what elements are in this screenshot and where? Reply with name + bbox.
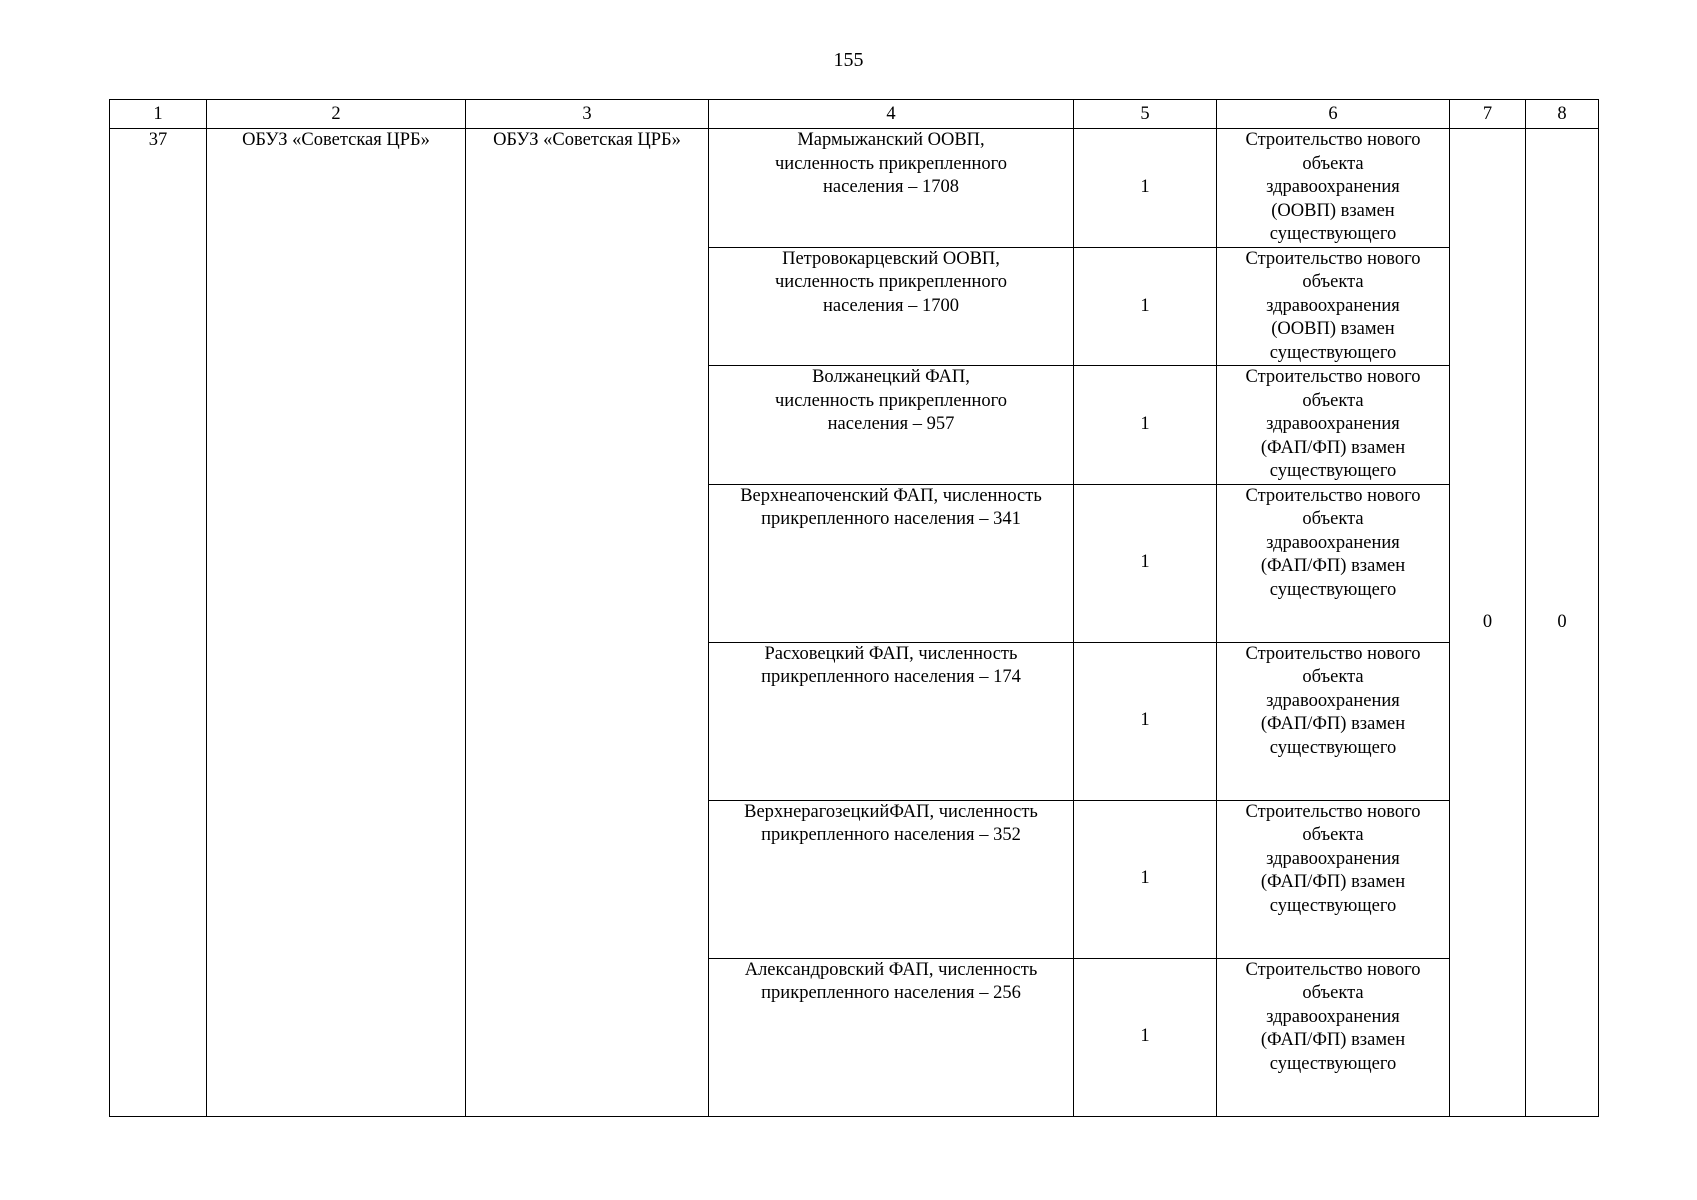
action-line: существующего bbox=[1269, 224, 1397, 244]
col7-cell bbox=[1450, 129, 1526, 1117]
column-header: 4 bbox=[709, 100, 1074, 129]
action-line: здравоохранения bbox=[1266, 690, 1400, 711]
action-line: объекта bbox=[1302, 390, 1364, 411]
action-line: объекта bbox=[1302, 667, 1364, 687]
action-line: Строительство нового bbox=[1245, 130, 1421, 150]
page-number: 155 bbox=[833, 49, 864, 71]
action-line: объекта bbox=[1302, 983, 1364, 1003]
quantity-value: 1 bbox=[1140, 414, 1150, 434]
facility-name-line: прикрепленного населения – 256 bbox=[761, 983, 1021, 1003]
action-line: здравоохранения bbox=[1266, 414, 1400, 434]
action-line: объекта bbox=[1302, 509, 1364, 529]
col8-cell bbox=[1526, 129, 1599, 1117]
facility-name-line: Александровский ФАП, численность bbox=[744, 959, 1038, 980]
facilities-table bbox=[109, 99, 1599, 1117]
facility-name-line: прикрепленного населения – 341 bbox=[761, 509, 1021, 529]
action-line: объекта bbox=[1302, 272, 1364, 292]
facility-name-cell bbox=[709, 958, 1074, 1116]
quantity-value: 1 bbox=[1140, 1026, 1150, 1047]
facility-name-cell bbox=[709, 366, 1074, 485]
column-header: 5 bbox=[1074, 100, 1217, 129]
action-line: Строительство нового bbox=[1245, 367, 1421, 387]
action-line: (ФАП/ФП) взамен bbox=[1260, 556, 1406, 576]
quantity-cell bbox=[1074, 642, 1217, 800]
facility-name-line: Верхнеапоченский ФАП, численность bbox=[740, 485, 1042, 506]
facility-name-line: Расховецкий ФАП, численность bbox=[764, 643, 1018, 664]
column-header: 3 bbox=[466, 100, 709, 129]
action-line: Строительство нового bbox=[1245, 485, 1421, 506]
facility-name-line: Волжанецкий ФАП, bbox=[812, 367, 970, 387]
action-cell bbox=[1217, 366, 1450, 485]
col8-value: 0 bbox=[1557, 611, 1567, 632]
quantity-value: 1 bbox=[1140, 177, 1150, 197]
institution-name: ОБУЗ «Советская ЦРБ» bbox=[493, 130, 681, 150]
action-line: (ООВП) взамен bbox=[1271, 200, 1395, 221]
action-line: здравоохранения bbox=[1266, 532, 1400, 553]
table-row bbox=[110, 129, 1599, 248]
facility-name-line: численность прикрепленного bbox=[775, 272, 1007, 292]
col7-value: 0 bbox=[1482, 611, 1493, 632]
action-line: объекта bbox=[1302, 825, 1364, 845]
quantity-cell bbox=[1074, 129, 1217, 248]
institution-cell bbox=[466, 129, 709, 1117]
facility-name-cell bbox=[709, 484, 1074, 642]
facility-name-line: населения – 957 bbox=[827, 414, 955, 434]
action-line: существующего bbox=[1269, 1053, 1397, 1074]
facility-name-line: населения – 1708 bbox=[822, 177, 959, 197]
column-header: 1 bbox=[110, 100, 207, 129]
action-line: здравоохранения bbox=[1266, 1006, 1400, 1027]
action-cell bbox=[1217, 247, 1450, 366]
quantity-value: 1 bbox=[1140, 710, 1150, 731]
action-line: существующего bbox=[1269, 579, 1397, 600]
action-line: Строительство нового bbox=[1245, 959, 1421, 980]
action-line: Строительство нового bbox=[1245, 643, 1421, 664]
quantity-cell bbox=[1074, 958, 1217, 1116]
action-cell bbox=[1217, 484, 1450, 642]
facility-name-cell bbox=[709, 247, 1074, 366]
facility-name-cell bbox=[709, 129, 1074, 248]
facility-name-line: численность прикрепленного bbox=[775, 153, 1007, 174]
action-line: существующего bbox=[1269, 461, 1397, 481]
action-cell bbox=[1217, 800, 1450, 958]
action-line: (ФАП/ФП) взамен bbox=[1260, 1030, 1406, 1050]
action-line: существующего bbox=[1269, 342, 1397, 363]
column-header: 8 bbox=[1526, 100, 1599, 129]
organization-cell bbox=[207, 129, 466, 1117]
action-line: существующего bbox=[1269, 737, 1397, 758]
action-line: Строительство нового bbox=[1245, 801, 1421, 822]
row-number: 37 bbox=[148, 130, 168, 150]
action-line: существующего bbox=[1269, 895, 1397, 916]
column-header: 2 bbox=[207, 100, 466, 129]
action-line: здравоохранения bbox=[1266, 848, 1400, 869]
facility-name-line: населения – 1700 bbox=[822, 295, 959, 316]
row-number-cell bbox=[110, 129, 207, 1117]
facility-name-cell bbox=[709, 642, 1074, 800]
quantity-cell bbox=[1074, 366, 1217, 485]
action-line: (ФАП/ФП) взамен bbox=[1260, 714, 1406, 734]
quantity-value: 1 bbox=[1140, 552, 1150, 573]
quantity-cell bbox=[1074, 484, 1217, 642]
action-line: (ООВП) взамен bbox=[1271, 319, 1395, 339]
column-header: 6 bbox=[1217, 100, 1450, 129]
column-header: 7 bbox=[1450, 100, 1526, 129]
facility-name-line: прикрепленного населения – 174 bbox=[761, 667, 1021, 687]
action-line: здравоохранения bbox=[1266, 177, 1400, 197]
action-line: (ФАП/ФП) взамен bbox=[1260, 872, 1406, 892]
quantity-value: 1 bbox=[1140, 868, 1150, 889]
facility-name-line: ВерхнерагозецкийФАП, численность bbox=[744, 801, 1038, 822]
action-line: здравоохранения bbox=[1266, 295, 1400, 316]
action-line: (ФАП/ФП) взамен bbox=[1260, 437, 1406, 458]
action-cell bbox=[1217, 129, 1450, 248]
facility-name-line: численность прикрепленного bbox=[775, 390, 1007, 411]
column-number-row bbox=[110, 100, 1599, 129]
action-cell bbox=[1217, 642, 1450, 800]
facility-name-line: прикрепленного населения – 352 bbox=[761, 825, 1021, 845]
facility-name-cell bbox=[709, 800, 1074, 958]
action-cell bbox=[1217, 958, 1450, 1116]
quantity-value: 1 bbox=[1140, 295, 1150, 316]
facility-name-line: Мармыжанский ООВП, bbox=[797, 130, 985, 150]
facility-name-line: Петровокарцевский ООВП, bbox=[782, 248, 1000, 269]
organization-name: ОБУЗ «Советская ЦРБ» bbox=[242, 130, 430, 150]
action-line: Строительство нового bbox=[1245, 248, 1421, 269]
action-line: объекта bbox=[1302, 153, 1364, 174]
quantity-cell bbox=[1074, 247, 1217, 366]
quantity-cell bbox=[1074, 800, 1217, 958]
